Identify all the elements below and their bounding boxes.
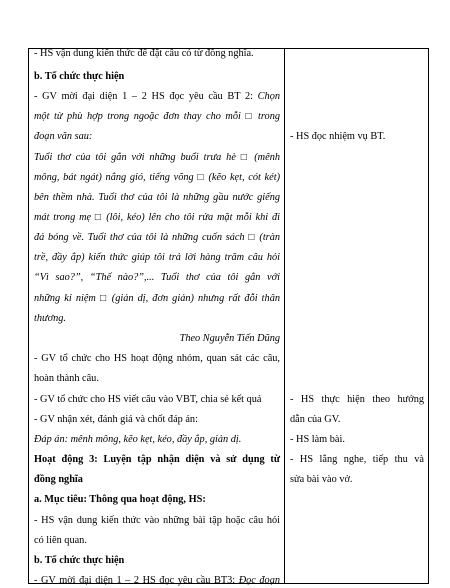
section-heading: b. Tổ chức thực hiện: [34, 71, 125, 82]
instruction-italic: Đọc đoạn: [238, 575, 280, 586]
instruction-italic: Chọn: [257, 91, 280, 102]
instruction-line: đoạn văn sau:: [34, 131, 93, 142]
student-line: dẫn của GV.: [290, 414, 341, 425]
instruction-line: [34, 574, 280, 588]
instruction-line: một từ phù hợp trong ngoặc đơn thay cho mỗi □ trong: [34, 111, 280, 122]
teacher-activity-cell: [29, 49, 285, 584]
objective-line: có liên quan.: [34, 535, 87, 546]
student-line: sửa bài vào vở.: [290, 474, 353, 485]
passage-line: mát trong mẹ □ (lôi, kéo) lên cho tôi rửa mặt mỗi khi đi: [34, 212, 280, 223]
instruction-text: - GV mời đại diện 1 – 2 HS đọc yêu cầu BT 2:: [34, 91, 258, 102]
student-line: - HS thực hiện theo hướng: [290, 394, 424, 405]
activity-heading: Hoạt động 3: Luyện tập nhận diện và sử dụng từ: [34, 454, 280, 465]
passage-line: mông, bát ngát) nắng gió, tiếng võng □ (kẽo kẹt, cót két): [34, 172, 280, 183]
section-heading: b. Tổ chức thực hiện: [34, 555, 125, 566]
passage-line: “Vì sao?”, “Thế nào?”,... Tuổi thơ của tôi gắn với: [34, 272, 280, 283]
student-line: - HS làm bài.: [290, 434, 345, 445]
instruction-line: [34, 90, 280, 104]
passage-line: trề, đầy ắp) kiến thức giúp tôi trả lời hàng trăm câu hỏi: [34, 252, 280, 263]
student-line: - HS lắng nghe, tiếp thu và: [290, 454, 424, 465]
section-heading: a. Mục tiêu: Thông qua hoạt động, HS:: [34, 494, 206, 505]
passage-line: thương.: [34, 313, 66, 324]
activity-heading: đồng nghĩa: [34, 474, 83, 485]
objective-line: - HS vận dung kiến thức để đặt câu có từ đồng nghĩa.: [34, 48, 254, 59]
passage-line: Tuổi thơ của tôi gắn với những buổi trưa hè □ (mênh: [34, 152, 280, 163]
lesson-table: [28, 48, 429, 584]
instruction-line: - GV tổ chức cho HS hoạt động nhóm, quan sát các câu,: [34, 353, 280, 364]
instruction-line: - GV nhận xét, đánh giá và chốt đáp án:: [34, 414, 198, 425]
objective-line: - HS vận dung kiến thức vào những bài tập hoặc câu hỏi: [34, 515, 280, 526]
instruction-line: - GV tổ chức cho HS viết câu vào VBT, chia sẻ kết quả: [34, 394, 262, 405]
passage-author: Theo Nguyễn Tiến Dũng: [179, 333, 280, 344]
student-line: - HS đọc nhiệm vụ BT.: [290, 131, 386, 142]
passage-line: bên thềm nhà. Tuổi thơ của tôi là những gầu nước giếng: [34, 192, 280, 203]
table-row: [29, 49, 429, 584]
instruction-text: - GV mời đại diện 1 – 2 HS đọc yêu cầu BT3:: [34, 575, 239, 586]
instruction-line: hoàn thành câu.: [34, 373, 99, 384]
student-activity-cell: [285, 49, 429, 584]
passage-line: những kỉ niệm □ (giản dị, đơn giản) nhưng rất đỗi thân: [34, 293, 280, 304]
passage-line: đá bóng về. Tuổi thơ của tôi là những cuốn sách □ (tràn: [34, 232, 280, 243]
answer-line: Đáp án: mênh mông, kẽo kẹt, kéo, đầy ắp, giản dị.: [34, 434, 242, 445]
